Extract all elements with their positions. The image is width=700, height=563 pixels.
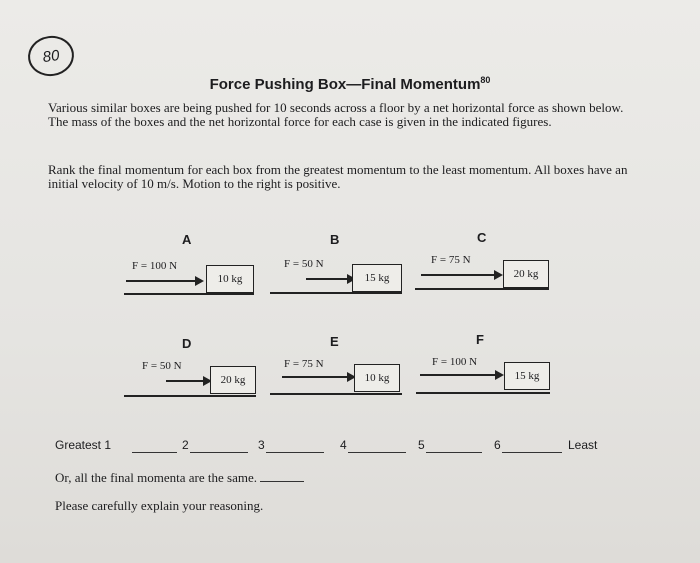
force-arrow-icon (306, 278, 348, 280)
rank-least-label: Least (568, 438, 598, 452)
case-d (122, 336, 272, 406)
case-a (120, 232, 270, 302)
box (210, 366, 256, 394)
floor-line (415, 288, 549, 290)
explain-prompt: Please carefully explain your reasoning. (55, 498, 264, 513)
force-label: F = 50 N (284, 258, 324, 270)
rank-4-label: 4 (340, 438, 347, 452)
rank-6-label: 6 (494, 438, 501, 452)
title-superscript: 80 (480, 75, 491, 85)
force-label: F = 75 N (284, 358, 324, 370)
box (206, 265, 254, 293)
same-option-text: Or, all the final momenta are the same. (55, 470, 257, 485)
rank-blank-5[interactable] (426, 440, 482, 453)
floor-line (416, 392, 550, 394)
mass-label: 15 kg (364, 272, 390, 284)
case-letter: E (330, 334, 339, 349)
floor-line (270, 393, 402, 395)
rank-3-label: 3 (258, 438, 265, 452)
box (503, 260, 549, 288)
intro-paragraph: Various similar boxes are being pushed for 10 seconds across a floor by a net horizontal force as shown below. The mass of the boxes and the net horizontal force for each case is given in the indicated figures. (48, 100, 624, 129)
case-letter: C (477, 230, 487, 245)
mass-label: 10 kg (217, 273, 243, 285)
same-option-line (55, 469, 304, 486)
rank-2-label: 2 (182, 438, 189, 452)
mass-label: 20 kg (220, 374, 246, 386)
mass-label: 15 kg (514, 370, 540, 382)
mass-label: 10 kg (364, 372, 390, 384)
force-arrow-icon (282, 376, 348, 378)
floor-line (124, 395, 256, 397)
case-letter: B (330, 232, 340, 247)
floor-line (270, 292, 402, 294)
instruction-paragraph: Rank the final momentum for each box from the greatest momentum to the least momentum. All boxes have an initial velocity of 10 m/s. Motion to the right is positive. (48, 162, 628, 191)
rank-blank-2[interactable] (190, 440, 248, 453)
force-arrow-icon (420, 374, 496, 376)
rank-blank-1[interactable] (132, 440, 177, 453)
rank-5-label: 5 (418, 438, 425, 452)
same-option-blank[interactable] (260, 469, 304, 482)
floor-line (124, 293, 254, 295)
force-label: F = 75 N (431, 254, 471, 266)
force-label: F = 50 N (142, 360, 182, 372)
force-label: F = 100 N (132, 260, 178, 272)
case-e (268, 334, 418, 404)
case-c (413, 230, 563, 300)
force-arrow-icon (126, 280, 196, 282)
case-letter: D (182, 336, 192, 351)
rank-blank-4[interactable] (348, 440, 406, 453)
box (352, 264, 402, 292)
force-arrow-icon (166, 380, 204, 382)
box (504, 362, 550, 390)
case-b (268, 232, 418, 302)
rank-blank-6[interactable] (502, 440, 562, 453)
force-arrow-icon (421, 274, 495, 276)
title-text: Force Pushing Box—Final Momentum (209, 76, 481, 93)
rank-blank-3[interactable] (266, 440, 324, 453)
problem-number-badge: 80 (25, 33, 76, 79)
case-f (414, 332, 564, 402)
case-letter: F (476, 332, 484, 347)
page-title (0, 75, 700, 93)
case-letter: A (182, 232, 192, 247)
force-label: F = 100 N (432, 356, 478, 368)
rank-greatest-label: Greatest 1 (55, 438, 112, 452)
box (354, 364, 400, 392)
mass-label: 20 kg (513, 268, 539, 280)
